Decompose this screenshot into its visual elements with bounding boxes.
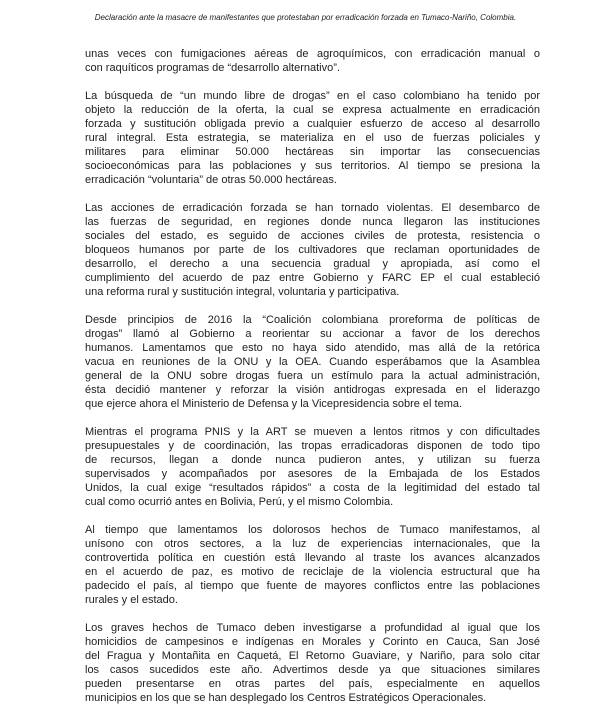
- paragraph-line: cumplimiento del acuerdo de paz entre Gobierno y FARC EP el cual estableció: [85, 272, 540, 284]
- paragraph-line: ésta decidió mantener y reforzar la visión antidrogas expresada en el liderazgo: [85, 384, 540, 396]
- paragraph-line: bloqueos humanos por parte de los cultivadores que reclaman oportunidades de: [85, 244, 540, 256]
- paragraph-line: con raquíticos programas de “desarrollo alternativo”.: [85, 62, 340, 74]
- paragraph: [85, 313, 540, 411]
- paragraph-line: forzada y sustitución obligada previo a cualquier esfuerzo de acceso al desarrollo: [85, 118, 540, 130]
- paragraph-line: general de la ONU sobre drogas fuera un estímulo para la actual administración,: [85, 370, 540, 382]
- paragraph-line: Al tiempo que lamentamos los dolorosos hechos de Tumaco manifestamos, al: [85, 524, 540, 536]
- paragraph-line: socioeconómicas para las poblaciones y sus territorios. Al tiempo se presiona la: [85, 160, 540, 172]
- paragraph-line: erradicación “voluntaria” de otras 50.000 hectáreas.: [85, 174, 337, 186]
- paragraph-line: vacua en reuniones de la ONU y la OEA. Cuando esperábamos que la Asamblea: [85, 356, 540, 368]
- paragraph-line: los casos sucedidos este año. Advertimos desde ya que situaciones similares: [85, 664, 540, 676]
- paragraph-line: rural integral. Esta estrategia, se materializa en el uso de fuerzas policiales y: [85, 132, 540, 144]
- paragraph-line: presupuestales y de coordinación, las tropas erradicadoras disponen de todo tipo: [85, 440, 540, 452]
- paragraph-line: del Fragua y Montañita en Caquetá, El Retorno Guaviare, y Nariño, para solo citar: [85, 650, 540, 662]
- paragraph-line: Desde principios de 2016 la “Coalición colombiana proreforma de políticas de: [85, 314, 540, 326]
- paragraph-line: que ejerce ahora el Ministerio de Defensa y la Vicepresidencia sobre el tema.: [85, 398, 463, 410]
- paragraph-line: unísono con otros sectores, a la luz de experiencias internacionales, que la: [85, 538, 540, 550]
- paragraph-line: rurales y el estado.: [85, 594, 178, 606]
- paragraph-line: drogas” llamó al Gobierno a reorientar su accionar a favor de los derechos: [85, 328, 540, 340]
- paragraph-line: La búsqueda de “un mundo libre de drogas” en el caso colombiano ha tenido por: [85, 90, 540, 102]
- paragraph: [85, 425, 540, 509]
- paragraph-line: controvertida política en cuestión está llevando al traste los avances alcanzados: [85, 552, 540, 564]
- paragraph-line: las fuerzas de seguridad, en regiones donde nunca llegaron las instituciones: [85, 216, 540, 228]
- document-header-title: Declaración ante la masacre de manifestantes que protestaban por erradicación forzada en Tumaco-Nariño, Colombia.: [94, 13, 517, 22]
- paragraph-line: homicidios de campesinos e indígenas en Morales y Corinto en Cauca, San José: [85, 636, 540, 648]
- paragraph: [85, 621, 540, 705]
- paragraph: [85, 47, 540, 75]
- paragraph-line: pueden presentarse en otras partes del país, especialmente en aquellos: [85, 678, 540, 690]
- paragraph-line: en el acuerdo de paz, es motivo de reciclaje de la violencia estructural que ha: [85, 566, 540, 578]
- paragraph-line: Mientras el programa PNIS y la ART se mueven a lentos ritmos y con dificultades: [85, 426, 540, 438]
- document-body: [85, 47, 540, 719]
- paragraph-line: una reforma rural y sustitución integral, voluntaria y participativa.: [85, 286, 400, 298]
- paragraph-line: unas veces con fumigaciones aéreas de agroquímicos, con erradicación manual o: [85, 48, 540, 60]
- paragraph-line: supervisados y acompañados por asesores de la Embajada de los Estados: [85, 468, 540, 480]
- paragraph-line: Las acciones de erradicación forzada se han tornado violentas. El desembarco de: [85, 202, 540, 214]
- paragraph-line: Los graves hechos de Tumaco deben investigarse a profundidad al igual que los: [85, 622, 540, 634]
- paragraph-line: de recursos, llegan a donde nunca pudieron antes, y utilizan su fuerza: [85, 454, 540, 466]
- paragraph-line: padecido el país, al tiempo que fuente de mayores conflictos entre las poblaciones: [85, 580, 540, 592]
- paragraph-line: desarrollo, el derecho a una secuencia gradual y apropiada, así como el: [85, 258, 540, 270]
- paragraph: [85, 89, 540, 187]
- paragraph-line: sociales del estado, es seguido de acciones civiles de protesta, resistencia o: [85, 230, 540, 242]
- paragraph: [85, 523, 540, 607]
- paragraph-line: Unidos, la cual exige “resultados rápidos” a costa de la legitimidad del estado tal: [85, 482, 540, 494]
- paragraph: [85, 201, 540, 299]
- paragraph-line: cual como ocurrió antes en Bolivia, Perú, y el mismo Colombia.: [85, 496, 394, 508]
- paragraph-line: municipios en los que se han desplegado los Centros Estratégicos Operacionales.: [85, 692, 487, 704]
- paragraph-line: humanos. Lamentamos que esto no haya sido atendido, mas allá de la retórica: [85, 342, 540, 354]
- paragraph-line: objeto la reducción de la oferta, la cual se expresa actualmente en erradicación: [85, 104, 540, 116]
- paragraph-line: militares para eliminar 50.000 hectáreas sin importar las consecuencias: [85, 146, 540, 158]
